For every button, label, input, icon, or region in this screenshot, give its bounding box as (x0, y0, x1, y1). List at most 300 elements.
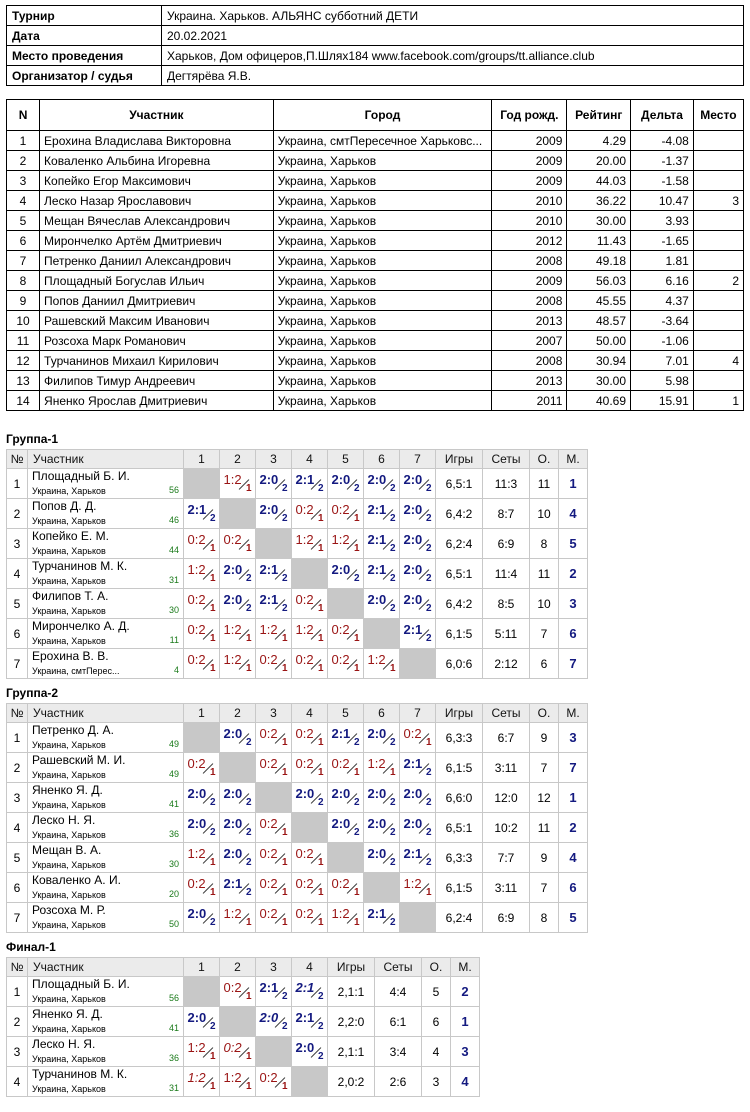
match-sets: 1:2 (223, 906, 242, 921)
match-score-cell (220, 843, 256, 873)
player-city: Украина, Харьков (32, 576, 106, 586)
match-score (187, 784, 217, 808)
group-header: О. (530, 450, 559, 469)
match-points: 1 (209, 1051, 216, 1062)
match-points: 2 (425, 603, 432, 614)
sets-cell: 8:7 (483, 499, 530, 529)
participants-header: Город (273, 100, 492, 131)
match-score (223, 904, 253, 928)
match-sets: 2:1 (295, 980, 315, 995)
points-cell: 6 (530, 649, 559, 679)
player-rating: 56 (168, 485, 179, 495)
match-score-cell (256, 619, 292, 649)
match-score-cell (400, 873, 436, 903)
match-score-cell (220, 619, 256, 649)
games-cell: 6,2:4 (436, 529, 483, 559)
match-score-cell (184, 813, 220, 843)
match-points: 2 (209, 797, 216, 808)
match-sets: 0:2 (259, 906, 278, 921)
match-sets: 0:2 (259, 652, 278, 667)
match-score-cell (220, 783, 256, 813)
participant-cell: 49.18 (567, 251, 631, 271)
match-score (259, 620, 289, 644)
group-row (7, 649, 588, 679)
player-rating: 41 (168, 1023, 179, 1033)
match-sets: 0:2 (187, 622, 206, 637)
group-row (7, 469, 588, 499)
match-score (403, 814, 433, 838)
player-city: Украина, Харьков (32, 516, 106, 526)
player-name: Рашевский М. И. (32, 753, 126, 767)
match-score (259, 904, 289, 928)
sets-cell: 6:1 (375, 1007, 422, 1037)
self-cell (364, 619, 400, 649)
match-points: 1 (317, 917, 324, 928)
group-header: 4 (292, 958, 328, 977)
participant-cell (693, 131, 743, 151)
match-score-cell (400, 619, 436, 649)
match-score (331, 814, 361, 838)
match-points: 2 (281, 603, 288, 614)
points-cell: 7 (530, 619, 559, 649)
match-sets: 0:2 (259, 726, 278, 741)
match-score (259, 724, 289, 748)
group-row (7, 1037, 480, 1067)
participant-cell: 4.37 (631, 291, 694, 311)
points-cell: 9 (530, 843, 559, 873)
match-points: 2 (245, 573, 252, 584)
sets-cell: 10:2 (483, 813, 530, 843)
self-cell (328, 589, 364, 619)
participant-cell: 15.91 (631, 391, 694, 411)
participant-cell: Леско Назар Ярославович (40, 191, 274, 211)
row-number: 5 (7, 589, 28, 619)
player-city: Украина, Харьков (32, 1054, 106, 1064)
match-points: 1 (389, 663, 396, 674)
match-score (295, 500, 325, 524)
match-score-cell (364, 843, 400, 873)
participant-row (7, 211, 744, 231)
player-name: Филипов Т. А. (32, 589, 109, 603)
match-score-cell (328, 903, 364, 933)
group-row (7, 619, 588, 649)
participant-cell: 44.03 (567, 171, 631, 191)
group-header: 3 (256, 958, 292, 977)
games-cell: 6,6:0 (436, 783, 483, 813)
sets-cell: 7:7 (483, 843, 530, 873)
match-score-cell (364, 469, 400, 499)
match-score (259, 1068, 289, 1092)
match-points: 1 (245, 917, 252, 928)
match-points: 1 (281, 917, 288, 928)
match-sets: 1:2 (187, 562, 206, 577)
match-points: 1 (389, 767, 396, 778)
match-sets: 2:0 (331, 786, 351, 801)
match-sets: 1:2 (259, 622, 278, 637)
match-points: 2 (353, 483, 360, 494)
match-score-cell (220, 873, 256, 903)
participant-row (7, 191, 744, 211)
participant-row (7, 391, 744, 411)
group-header: 7 (400, 704, 436, 723)
player-rating: 30 (168, 859, 179, 869)
participant-cell: 2012 (492, 231, 567, 251)
self-cell (184, 723, 220, 753)
group-header: 5 (328, 704, 364, 723)
participant-cell: 4 (693, 351, 743, 371)
match-score-cell (292, 1037, 328, 1067)
participant-cell: Рашевский Максим Иванович (40, 311, 274, 331)
match-score (295, 754, 325, 778)
self-cell (328, 843, 364, 873)
participant-cell: 11 (7, 331, 40, 351)
group-header: 6 (364, 450, 400, 469)
match-points: 1 (209, 1081, 216, 1092)
place-cell: 7 (559, 753, 588, 783)
match-points: 2 (353, 797, 360, 808)
participant-cell: 9 (7, 291, 40, 311)
self-cell (400, 649, 436, 679)
match-sets: 2:0 (223, 726, 243, 741)
match-score-cell (292, 499, 328, 529)
row-number: 2 (7, 499, 28, 529)
match-score (295, 1038, 325, 1062)
games-cell: 6,5:1 (436, 559, 483, 589)
match-score (187, 1038, 217, 1062)
group-table (6, 703, 588, 933)
points-cell: 7 (530, 753, 559, 783)
group-row (7, 1007, 480, 1037)
group-row (7, 723, 588, 753)
match-points: 2 (245, 603, 252, 614)
match-score-cell (256, 1007, 292, 1037)
group-header: 3 (256, 450, 292, 469)
participants-header: Место (693, 100, 743, 131)
player-city: Украина, Харьков (32, 830, 106, 840)
participant-cell: Яненко Ярослав Дмитриевич (40, 391, 274, 411)
match-sets: 2:0 (367, 816, 387, 831)
games-cell: 6,4:2 (436, 499, 483, 529)
participant-cell: 56.03 (567, 271, 631, 291)
participant-cell: Украина, Харьков (273, 231, 492, 251)
match-score (403, 754, 433, 778)
group-header: 5 (328, 450, 364, 469)
match-sets: 2:0 (331, 472, 351, 487)
group-header: М. (559, 450, 588, 469)
points-cell: 10 (530, 499, 559, 529)
match-sets: 1:2 (223, 622, 242, 637)
player-rating: 4 (173, 665, 179, 675)
place-cell: 5 (559, 903, 588, 933)
player-rating: 41 (168, 799, 179, 809)
match-score (223, 620, 253, 644)
match-score (223, 784, 253, 808)
self-cell (364, 873, 400, 903)
match-score-cell (292, 783, 328, 813)
match-score-cell (256, 589, 292, 619)
match-score-cell (184, 753, 220, 783)
participant-cell: Украина, Харьков (273, 211, 492, 231)
match-score-cell (184, 1067, 220, 1097)
match-points: 2 (245, 797, 252, 808)
player-cell (28, 649, 184, 679)
match-score (223, 530, 253, 554)
match-sets: 0:2 (187, 756, 206, 771)
group-header: 1 (184, 450, 220, 469)
info-key: Место проведения (7, 46, 162, 66)
participant-cell: Попов Даниил Дмитриевич (40, 291, 274, 311)
match-score-cell (400, 559, 436, 589)
match-score-cell (184, 499, 220, 529)
match-score (331, 784, 361, 808)
match-score-cell (364, 499, 400, 529)
participant-cell: 11.43 (567, 231, 631, 251)
participant-cell: Турчанинов Михаил Кирилович (40, 351, 274, 371)
match-score (295, 784, 325, 808)
games-cell: 2,1:1 (328, 977, 375, 1007)
player-cell (28, 1067, 184, 1097)
match-sets: 2:0 (367, 592, 387, 607)
match-score (331, 500, 361, 524)
participant-cell: 2010 (492, 191, 567, 211)
match-score (331, 874, 361, 898)
match-sets: 0:2 (331, 876, 350, 891)
points-cell: 8 (530, 903, 559, 933)
games-cell: 6,5:1 (436, 469, 483, 499)
participant-cell: -1.37 (631, 151, 694, 171)
player-city: Украина, Харьков (32, 860, 106, 870)
match-score-cell (256, 499, 292, 529)
match-sets: 0:2 (295, 756, 314, 771)
match-sets: 1:2 (295, 532, 314, 547)
match-sets: 1:2 (223, 1070, 242, 1085)
group-header: М. (451, 958, 480, 977)
participants-table (6, 99, 744, 411)
group-header: 2 (220, 958, 256, 977)
match-points: 1 (209, 573, 216, 584)
player-cell (28, 903, 184, 933)
match-score (259, 814, 289, 838)
match-score-cell (400, 843, 436, 873)
participants-header: Дельта (631, 100, 694, 131)
group-header: Игры (328, 958, 375, 977)
participant-cell: Украина, смтПересечное Харьковс... (273, 131, 492, 151)
info-value: Украина. Харьков. АЛЬЯНС субботний ДЕТИ (162, 6, 744, 26)
match-score-cell (184, 619, 220, 649)
match-score-cell (292, 977, 328, 1007)
sets-cell: 6:7 (483, 723, 530, 753)
match-points: 1 (317, 857, 324, 868)
self-cell (220, 753, 256, 783)
match-sets: 0:2 (259, 846, 278, 861)
points-cell: 8 (530, 529, 559, 559)
match-sets: 0:2 (259, 1070, 278, 1085)
match-score-cell (364, 559, 400, 589)
match-score (367, 470, 397, 494)
match-points: 1 (425, 887, 432, 898)
player-name: Розсоха М. Р. (32, 903, 106, 917)
participant-cell: Украина, Харьков (273, 351, 492, 371)
match-sets: 0:2 (223, 980, 242, 995)
match-sets: 2:0 (223, 846, 243, 861)
match-score-cell (184, 903, 220, 933)
participant-cell: 2009 (492, 151, 567, 171)
match-sets: 1:2 (331, 532, 350, 547)
player-cell (28, 783, 184, 813)
match-points: 2 (425, 857, 432, 868)
match-points: 2 (245, 737, 252, 748)
participant-cell: 2008 (492, 291, 567, 311)
match-sets: 2:0 (367, 786, 387, 801)
match-score-cell (292, 619, 328, 649)
place-cell: 2 (559, 559, 588, 589)
player-name: Копейко Е. М. (32, 529, 109, 543)
place-cell: 3 (451, 1037, 480, 1067)
match-points: 2 (317, 991, 324, 1002)
match-score-cell (220, 529, 256, 559)
match-score-cell (220, 1037, 256, 1067)
match-sets: 0:2 (331, 756, 350, 771)
place-cell: 4 (559, 499, 588, 529)
match-sets: 2:0 (331, 816, 351, 831)
player-cell (28, 589, 184, 619)
match-sets: 1:2 (295, 622, 314, 637)
games-cell: 6,3:3 (436, 843, 483, 873)
match-score-cell (292, 649, 328, 679)
match-sets: 1:2 (187, 846, 206, 861)
group-header: М. (559, 704, 588, 723)
match-score (295, 650, 325, 674)
match-score-cell (184, 559, 220, 589)
match-points: 1 (317, 513, 324, 524)
match-points: 2 (209, 917, 216, 928)
match-points: 2 (353, 737, 360, 748)
match-sets: 0:2 (187, 532, 206, 547)
participant-cell (693, 371, 743, 391)
match-points: 2 (389, 483, 396, 494)
match-sets: 2:0 (259, 1010, 279, 1025)
match-points: 2 (425, 633, 432, 644)
match-score (187, 844, 217, 868)
match-sets: 0:2 (295, 652, 314, 667)
sets-cell: 6:9 (483, 529, 530, 559)
match-score-cell (400, 753, 436, 783)
info-row (7, 46, 744, 66)
match-points: 2 (389, 737, 396, 748)
match-score-cell (292, 873, 328, 903)
participant-cell: -3.64 (631, 311, 694, 331)
group-header: Участник (28, 704, 184, 723)
sets-cell: 2:12 (483, 649, 530, 679)
group-header: 3 (256, 704, 292, 723)
match-sets: 2:1 (259, 592, 279, 607)
match-sets: 2:1 (223, 876, 243, 891)
match-points: 1 (209, 857, 216, 868)
participant-cell: 5.98 (631, 371, 694, 391)
player-name: Попов Д. Д. (32, 499, 97, 513)
participant-cell: Мещан Вячеслав Александрович (40, 211, 274, 231)
participant-cell: 1.81 (631, 251, 694, 271)
match-points: 1 (353, 767, 360, 778)
match-sets: 0:2 (259, 756, 278, 771)
participant-cell: Мирончелко Артём Дмитриевич (40, 231, 274, 251)
points-cell: 12 (530, 783, 559, 813)
match-score-cell (328, 559, 364, 589)
player-cell (28, 529, 184, 559)
games-cell: 6,4:2 (436, 589, 483, 619)
match-score (187, 560, 217, 584)
match-sets: 2:0 (259, 472, 279, 487)
row-number: 1 (7, 723, 28, 753)
player-name: Леско Н. Я. (32, 1037, 96, 1051)
group-header: № (7, 958, 28, 977)
participant-cell: Украина, Харьков (273, 311, 492, 331)
match-score-cell (364, 723, 400, 753)
match-score (187, 754, 217, 778)
match-score-cell (364, 589, 400, 619)
games-cell: 2,1:1 (328, 1037, 375, 1067)
match-score-cell (328, 723, 364, 753)
player-cell (28, 1007, 184, 1037)
match-score (331, 530, 361, 554)
match-sets: 0:2 (187, 876, 206, 891)
player-city: Украина, Харьков (32, 1084, 106, 1094)
match-points: 2 (317, 797, 324, 808)
player-city: Украина, Харьков (32, 486, 106, 496)
match-sets: 2:0 (403, 472, 423, 487)
match-score (367, 560, 397, 584)
participant-cell: 6.16 (631, 271, 694, 291)
place-cell: 1 (559, 469, 588, 499)
match-sets: 2:1 (403, 622, 423, 637)
sets-cell: 11:4 (483, 559, 530, 589)
info-row (7, 26, 744, 46)
match-points: 2 (209, 513, 216, 524)
participant-cell (693, 151, 743, 171)
participant-cell: 3.93 (631, 211, 694, 231)
match-sets: 2:0 (223, 562, 243, 577)
participant-cell: Украина, Харьков (273, 391, 492, 411)
match-score (403, 560, 433, 584)
match-sets: 2:0 (367, 472, 387, 487)
match-score (367, 724, 397, 748)
match-score (187, 650, 217, 674)
match-score-cell (220, 1067, 256, 1097)
match-score (403, 784, 433, 808)
match-sets: 0:2 (187, 652, 206, 667)
group-row (7, 1067, 480, 1097)
group-header: Игры (436, 704, 483, 723)
self-cell (220, 1007, 256, 1037)
match-points: 1 (281, 633, 288, 644)
match-points: 2 (425, 513, 432, 524)
group-row (7, 873, 588, 903)
match-sets: 2:0 (187, 816, 207, 831)
match-score-cell (184, 589, 220, 619)
match-score (367, 590, 397, 614)
sets-cell: 5:11 (483, 619, 530, 649)
participant-cell (693, 251, 743, 271)
sets-cell: 6:9 (483, 903, 530, 933)
match-score (367, 530, 397, 554)
participant-cell: -1.65 (631, 231, 694, 251)
match-score-cell (328, 783, 364, 813)
match-score (403, 590, 433, 614)
match-points: 1 (281, 737, 288, 748)
participant-cell: -4.08 (631, 131, 694, 151)
participant-cell: 2009 (492, 171, 567, 191)
group-row (7, 903, 588, 933)
